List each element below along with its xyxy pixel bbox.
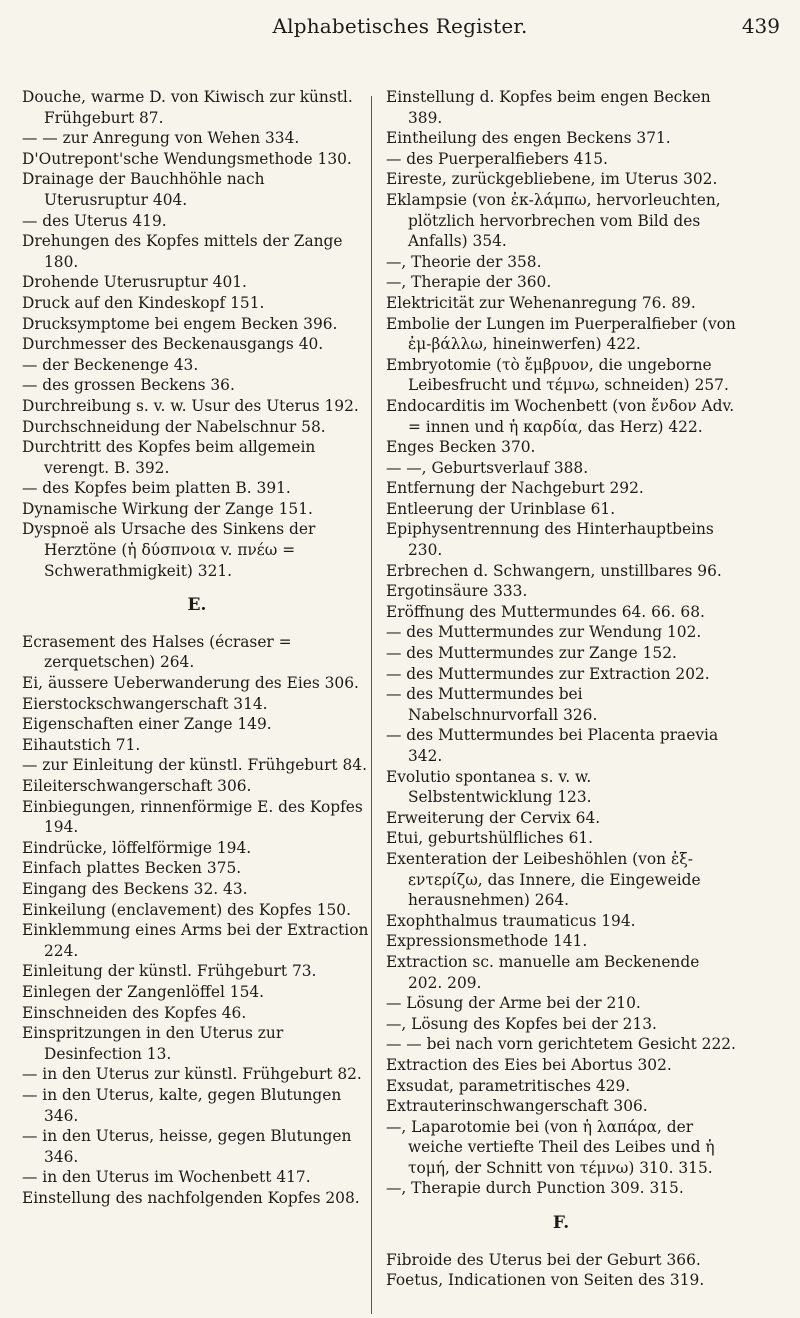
index-entry: Epiphysentrennung des Hinterhauptbeins 230. (386, 520, 714, 560)
index-entry: Drohende Uterusruptur 401. (22, 273, 247, 292)
index-entry: Dynamische Wirkung der Zange 151. (22, 499, 313, 518)
index-entry: — des Muttermundes zur Extraction 202. (386, 664, 710, 683)
index-entry: Drainage der Bauchhöhle nach Uterusruptur 404. (22, 170, 265, 209)
index-entry: Durchmesser des Beckenausgangs 40. (22, 335, 324, 354)
index-entry: Embolie der Lungen im Puerperalfieber (von ἐμ-βάλλω, hineinwerfen) 422. (386, 314, 736, 354)
index-entry: Durchreibung s. v. w. Usur des Uterus 192. (22, 396, 359, 415)
index-entry: Einkeilung (enclavement) des Kopfes 150. (22, 900, 351, 919)
index-entry: Foetus, Indicationen von Seiten des 319. (386, 1271, 705, 1290)
index-entry: — Lösung der Arme bei der 210. (386, 994, 641, 1013)
index-entry: Eierstockschwangerschaft 314. (22, 694, 268, 713)
index-entry: Erweiterung der Cervix 64. (386, 808, 601, 827)
letter-heading: F. (552, 1213, 570, 1234)
index-entry: — der Beckenenge 43. (22, 355, 199, 374)
index-entry: Einstellung des nachfolgenden Kopfes 208. (22, 1188, 360, 1207)
index-entry: Drehungen des Kopfes mittels der Zange 180. (22, 232, 343, 271)
index-entry: Ecrasement des Halses (écraser = zerquetschen) 264. (22, 632, 292, 672)
index-entry: Elektricität zur Wehenanregung 76. 89. (386, 293, 696, 312)
index-entry: — des grossen Beckens 36. (22, 376, 235, 395)
index-entry: Evolutio spontanea s. v. w. Selbstentwicklung 123. (386, 767, 592, 807)
index-entry: — in den Uterus, kalte, gegen Blutungen 346. (22, 1085, 342, 1125)
index-entry: Entfernung der Nachgeburt 292. (386, 479, 644, 498)
index-entry: — des Uterus 419. (22, 211, 167, 230)
index-entry: Einstellung d. Kopfes beim engen Becken 389. (386, 88, 711, 127)
index-entry: Eigenschaften einer Zange 149. (22, 715, 272, 734)
index-entry: Embryotomie (τὸ ἔμβρυον, die ungeborne Leibesfrucht und τέμνω, schneiden) 257. (386, 355, 729, 395)
index-entry: Einspritzungen in den Uterus zur Desinfection 13. (22, 1024, 284, 1063)
index-entry: Douche, warme D. von Kiwisch zur künstl. Frühgeburt 87. (22, 88, 353, 127)
letter-heading: E. (187, 595, 207, 616)
index-entry: Endocarditis im Wochenbett (von ἔνδον Adv. = innen und ἡ καρδία, das Herz) 422. (386, 396, 735, 436)
running-title: Alphabetisches Register. (272, 14, 528, 38)
index-entry: — in den Uterus im Wochenbett 417. (22, 1168, 311, 1187)
index-entry: Exophthalmus traumaticus 194. (386, 911, 636, 930)
index-entry: — des Muttermundes zur Zange 152. (386, 644, 677, 663)
index-entry: — —, Geburtsverlauf 388. (386, 458, 589, 477)
index-entry: Eingang des Beckens 32. 43. (22, 879, 248, 898)
index-entry: Drucksymptome bei engem Becken 396. (22, 314, 338, 333)
index-entry: Durchschneidung der Nabelschnur 58. (22, 417, 326, 436)
index-entry: Erbrechen d. Schwangern, unstillbares 96. (386, 561, 722, 580)
index-entry: Exsudat, parametritisches 429. (386, 1076, 631, 1095)
index-entry: — in den Uterus zur künstl. Frühgeburt 82. (22, 1065, 362, 1084)
index-entry: Dyspnoë als Ursache des Sinkens der Herztöne (ἡ δύσπνοια v. πνέω = Schwerathmigkeit) 321. (22, 520, 316, 580)
index-entry: D'Outrepont'sche Wendungsmethode 130. (22, 149, 352, 168)
index-entry: — des Muttermundes zur Wendung 102. (386, 623, 702, 642)
index-entry: — in den Uterus, heisse, gegen Blutungen 346. (22, 1127, 352, 1166)
index-entry: — — bei nach vorn gerichtetem Gesicht 222. (386, 1035, 736, 1054)
index-entry: Einschneiden des Kopfes 46. (22, 1003, 247, 1022)
index-entry: —, Theorie der 358. (386, 252, 542, 271)
left-column (22, 87, 372, 1208)
index-entry: Enges Becken 370. (386, 438, 536, 457)
page-header (0, 6, 800, 46)
index-entry: Eileiterschwangerschaft 306. (22, 777, 252, 795)
index-entry: Exenteration der Leibeshöhlen (von ἐξ-εντερίζω, das Innere, die Eingeweide herausnehmen) 264. (386, 849, 701, 910)
index-entry: Eintheilung des engen Beckens 371. (386, 129, 671, 148)
index-entry: —, Lösung des Kopfes bei der 213. (386, 1014, 657, 1033)
index-entry: Einlegen der Zangenlöffel 154. (22, 982, 265, 1001)
column-divider (371, 96, 372, 1314)
index-entry: Einbiegungen, rinnenförmige E. des Kopfes 194. (22, 797, 363, 837)
page-number: 439 (741, 14, 780, 38)
index-entry: — — zur Anregung von Wehen 334. (22, 129, 300, 148)
index-entry: Entleerung der Urinblase 61. (386, 499, 616, 518)
index-entry: Eihautstich 71. (22, 735, 141, 754)
index-entry: Durchtritt des Kopfes beim allgemein verengt. B. 392. (22, 438, 316, 477)
index-entry: —, Therapie der 360. (386, 273, 552, 292)
index-entry: Ei, äussere Ueberwanderung des Eies 306. (22, 674, 359, 693)
index-entry: Einfach plattes Becken 375. (22, 859, 242, 878)
index-entry: Einklemmung eines Arms bei der Extraction 224. (22, 921, 369, 960)
index-entry: Einleitung der künstl. Frühgeburt 73. (22, 962, 317, 981)
index-entry: Extraction des Eies bei Abortus 302. (386, 1055, 672, 1074)
index-entry: Extrauterinschwangerschaft 306. (386, 1097, 648, 1116)
index-entry: — des Kopfes beim platten B. 391. (22, 479, 291, 498)
index-entry: — des Puerperalfiebers 415. (386, 149, 608, 168)
index-entry: Expressionsmethode 141. (386, 932, 588, 951)
index-entry: Druck auf den Kindeskopf 151. (22, 293, 265, 312)
index-entry: Extraction sc. manuelle am Beckenende 202. 209. (386, 952, 700, 992)
index-entry: Eröffnung des Muttermundes 64. 66. 68. (386, 602, 705, 621)
index-entry: — des Muttermundes bei Nabelschnurvorfall 326. (386, 685, 598, 724)
index-entry: Etui, geburtshülfliches 61. (386, 829, 594, 848)
index-entry: — des Muttermundes bei Placenta praevia 342. (386, 726, 719, 765)
index-entry: Fibroide des Uterus bei der Geburt 366. (386, 1250, 701, 1269)
index-entry: Eklampsie (von ἐκ-λάμπω, hervorleuchten, plötzlich hervorbrechen vom Bild des Anfalls) 354. (386, 190, 721, 251)
index-entry: —, Therapie durch Punction 309. 315. (386, 1179, 684, 1198)
index-entry: — zur Einleitung der künstl. Frühgeburt 84. (22, 756, 367, 775)
index-entry: Eireste, zurückgebliebene, im Uterus 302. (386, 170, 718, 189)
index-entry: Eindrücke, löffelförmige 194. (22, 838, 252, 857)
right-column (386, 87, 736, 1291)
index-entry: Ergotinsäure 333. (386, 582, 528, 601)
index-entry: —, Laparotomie bei (von ἡ λαπάρα, der weiche vertiefte Theil des Leibes und ἡ τομή, der Schnitt von τέμνω) 310. 315. (386, 1117, 715, 1177)
